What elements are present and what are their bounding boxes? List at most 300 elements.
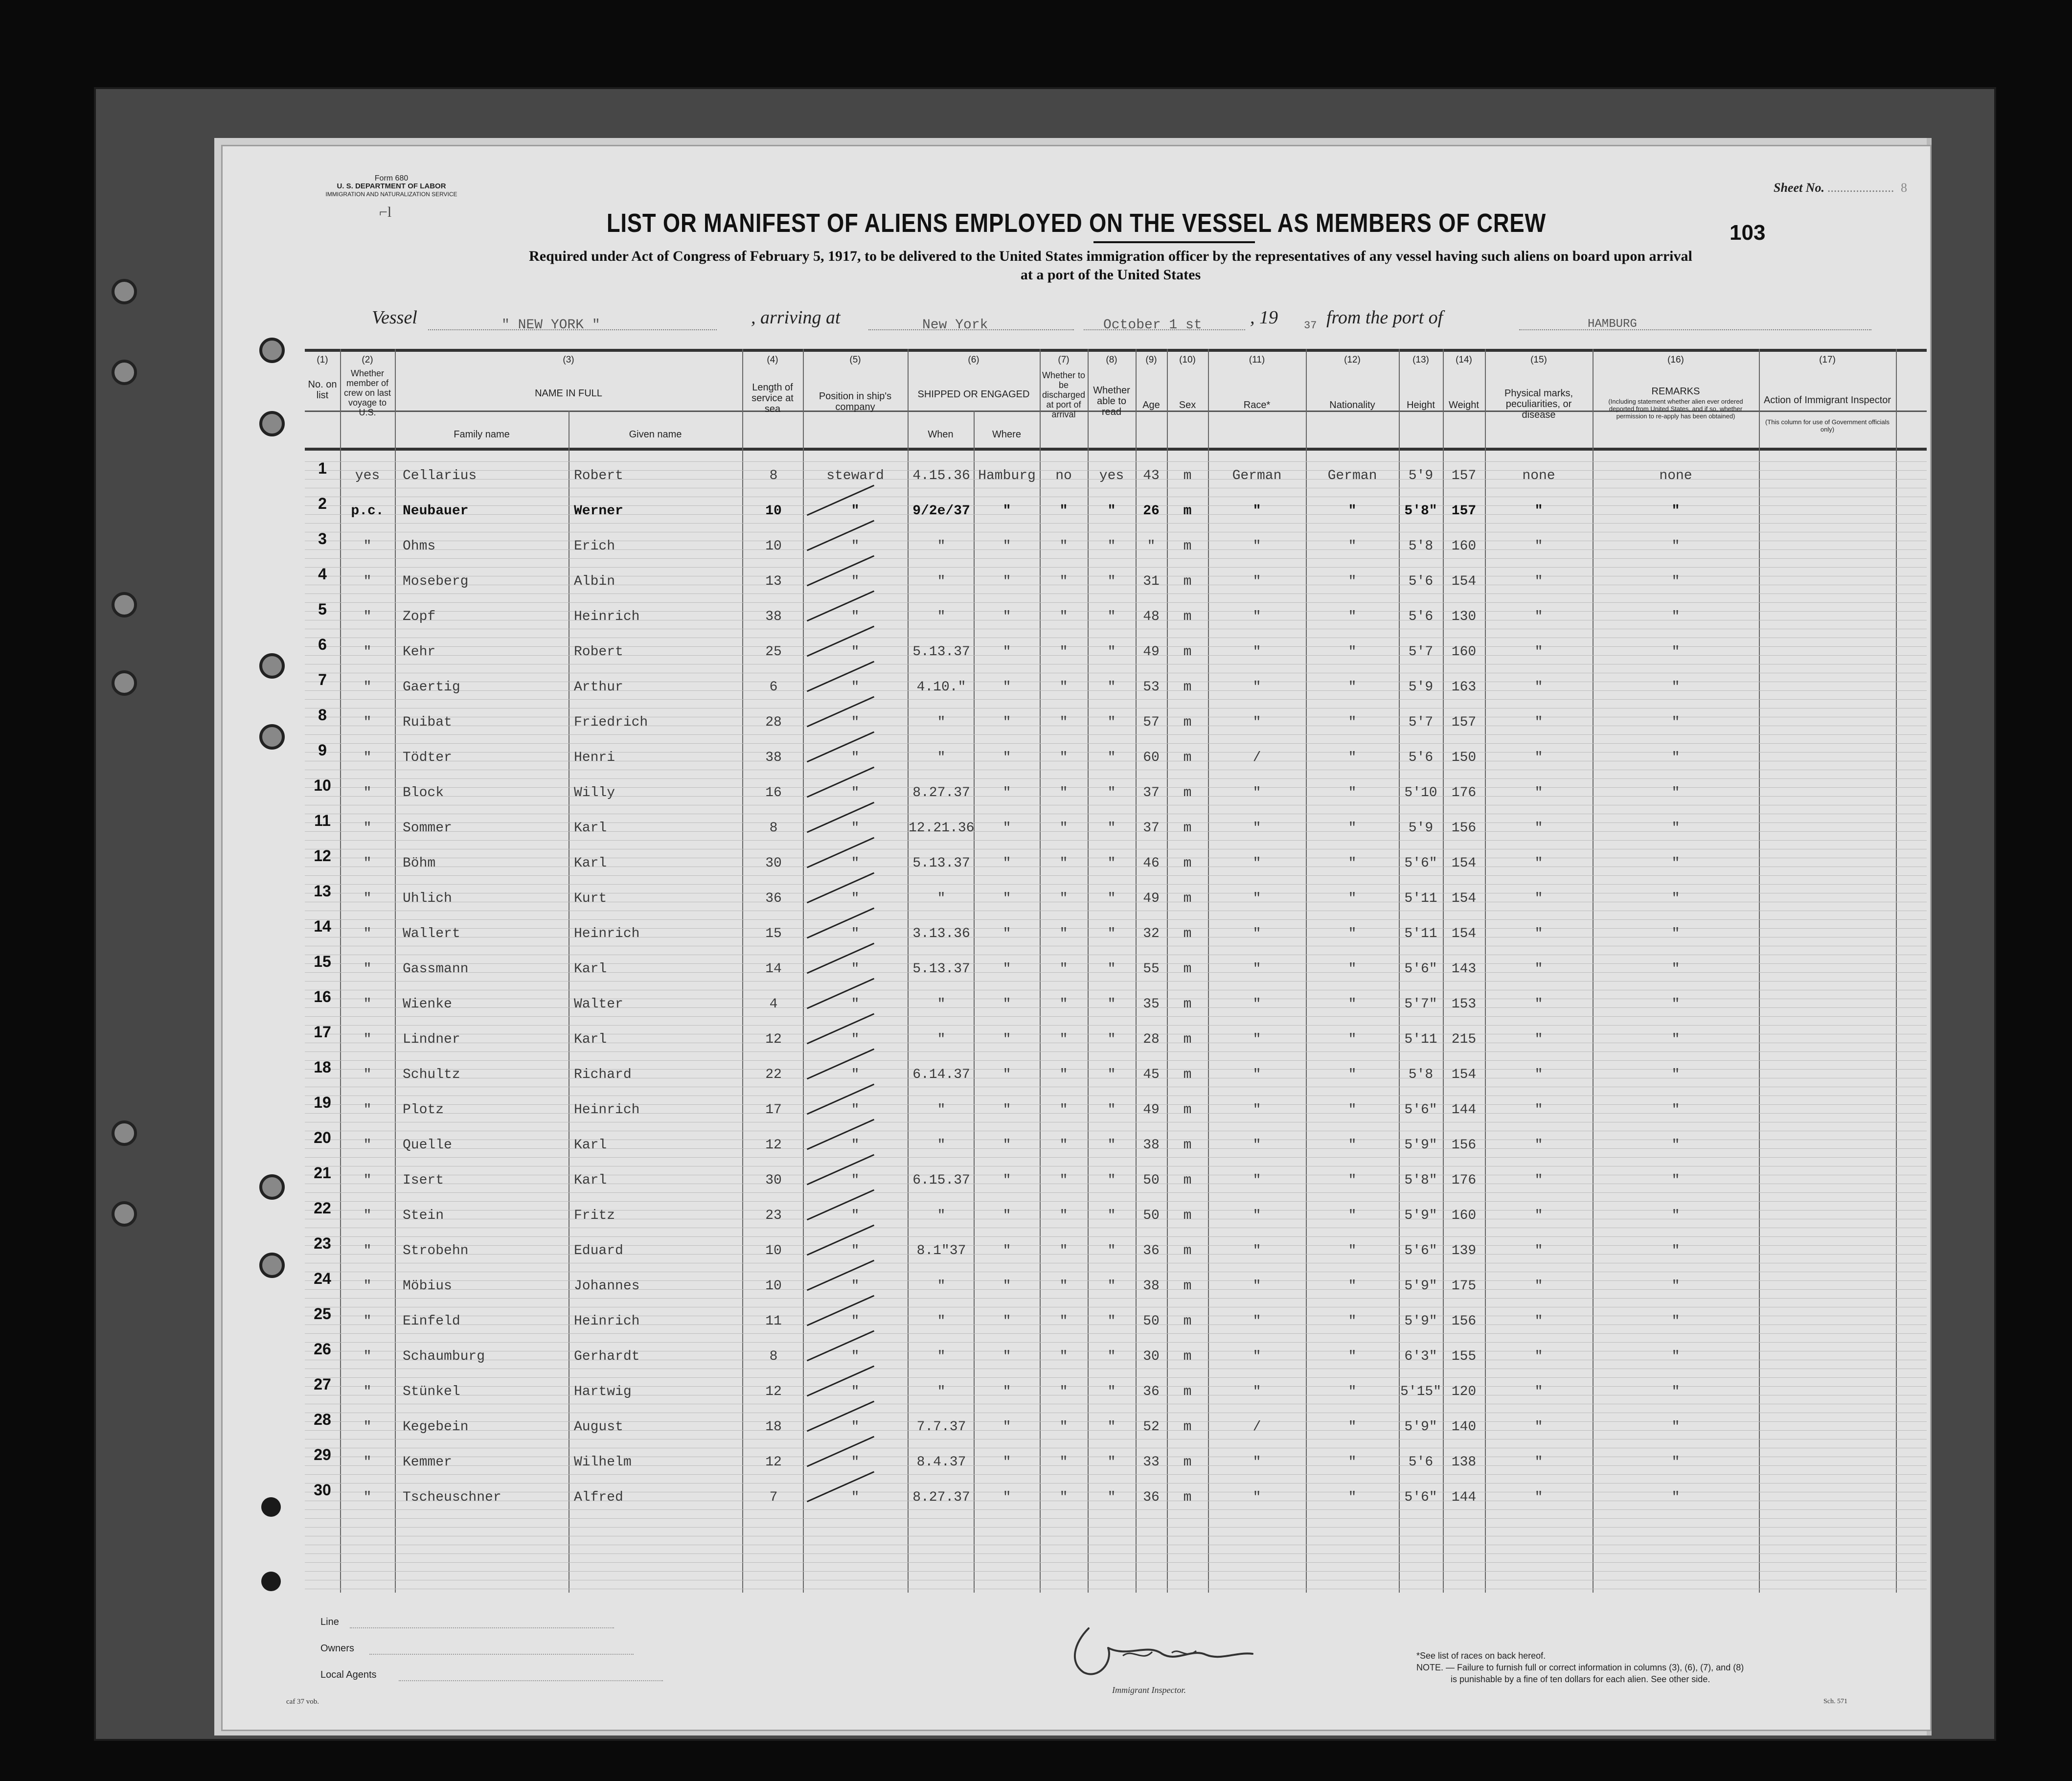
cell-position: steward bbox=[826, 468, 884, 483]
cell-service: 12 bbox=[765, 1455, 782, 1470]
cell-nationality: " bbox=[1348, 821, 1357, 836]
cell-sex: m bbox=[1183, 1490, 1192, 1505]
cell-age: 28 bbox=[1143, 1032, 1160, 1047]
table-row bbox=[305, 492, 1927, 527]
cell-where: " bbox=[1002, 1067, 1011, 1082]
cell-service: 14 bbox=[765, 961, 782, 977]
col-marks-label: Physical marks, peculiarities, or disease bbox=[1504, 388, 1573, 420]
cell-height: 5'9" bbox=[1404, 1419, 1437, 1435]
table-row bbox=[305, 1161, 1927, 1196]
cell-given: Arthur bbox=[574, 680, 623, 695]
cell-weight: 160 bbox=[1451, 539, 1477, 554]
cell-crew: " bbox=[363, 609, 372, 624]
cell-discharged: " bbox=[1059, 1102, 1068, 1118]
cell-height: 5'9" bbox=[1404, 1208, 1437, 1223]
cell-crew: " bbox=[363, 574, 372, 589]
cell-where: " bbox=[1002, 1032, 1011, 1047]
cell-read: " bbox=[1107, 750, 1116, 765]
cell-weight: 156 bbox=[1451, 821, 1477, 836]
table-row bbox=[305, 879, 1927, 914]
col-9-num: (9) bbox=[1145, 355, 1157, 365]
col-read-label: Whether able to read bbox=[1093, 385, 1130, 417]
col-6-num: (6) bbox=[968, 355, 979, 365]
arriving-label: , arriving at bbox=[751, 307, 841, 328]
cell-when: 8.27.37 bbox=[912, 785, 970, 800]
cell-age: 32 bbox=[1143, 926, 1160, 941]
line-number: 1 bbox=[318, 459, 327, 477]
table-row bbox=[305, 1020, 1927, 1055]
cell-height: 5'6 bbox=[1408, 750, 1434, 765]
line-number: 26 bbox=[314, 1340, 331, 1358]
cell-marks: " bbox=[1534, 680, 1543, 695]
cell-position: " bbox=[851, 821, 860, 836]
col-remarks-label: REMARKS bbox=[1651, 386, 1700, 397]
arrival-year: 37 bbox=[1304, 320, 1317, 332]
cell-when: " bbox=[937, 715, 946, 730]
cell-service: 38 bbox=[765, 750, 782, 765]
cell-when: " bbox=[937, 891, 946, 906]
cell-weight: 154 bbox=[1451, 574, 1477, 589]
cell-marks: " bbox=[1534, 574, 1543, 589]
cell-position: " bbox=[851, 574, 860, 589]
cell-marks: " bbox=[1534, 644, 1543, 660]
cell-remarks: " bbox=[1671, 1208, 1680, 1223]
cell-given: Alfred bbox=[574, 1490, 623, 1505]
cell-nationality: " bbox=[1348, 1208, 1357, 1223]
cell-race: " bbox=[1252, 1067, 1261, 1082]
cell-service: 8 bbox=[769, 1349, 778, 1364]
col-service-label: Length of service at sea bbox=[751, 382, 794, 414]
cell-remarks: " bbox=[1671, 539, 1680, 554]
cell-when: " bbox=[937, 1208, 946, 1223]
binder-hole bbox=[259, 1253, 285, 1278]
cell-weight: 157 bbox=[1451, 468, 1477, 483]
cell-nationality: " bbox=[1348, 574, 1357, 589]
cell-age: 30 bbox=[1143, 1349, 1160, 1364]
cell-marks: " bbox=[1534, 1490, 1543, 1505]
cell-crew: " bbox=[363, 891, 372, 906]
cell-remarks: " bbox=[1671, 926, 1680, 941]
cell-height: 5'6" bbox=[1404, 961, 1437, 977]
cell-sex: m bbox=[1183, 503, 1192, 519]
cell-read: " bbox=[1107, 1243, 1116, 1258]
cell-marks: " bbox=[1534, 1455, 1543, 1470]
page-number: 103 bbox=[1730, 221, 1766, 245]
cell-race: " bbox=[1252, 856, 1261, 871]
cell-when: " bbox=[937, 750, 946, 765]
cell-remarks: none bbox=[1659, 468, 1692, 483]
cell-service: 12 bbox=[765, 1384, 782, 1399]
col-7-num: (7) bbox=[1058, 355, 1070, 365]
cell-nationality: " bbox=[1348, 1314, 1357, 1329]
cell-nationality: " bbox=[1348, 785, 1357, 800]
cell-when: 4.10." bbox=[916, 680, 966, 695]
cell-where: " bbox=[1002, 785, 1011, 800]
cell-where: " bbox=[1002, 1384, 1011, 1399]
voyage-details bbox=[223, 304, 1930, 338]
cell-crew: " bbox=[363, 1032, 372, 1047]
cell-family: Wienke bbox=[403, 997, 452, 1012]
cell-discharged: " bbox=[1059, 1279, 1068, 1294]
cell-discharged: " bbox=[1059, 715, 1068, 730]
crew-manifest-table bbox=[305, 349, 1927, 1593]
cell-given: Eduard bbox=[574, 1243, 623, 1258]
cell-discharged: " bbox=[1059, 680, 1068, 695]
cell-given: Albin bbox=[574, 574, 615, 589]
line-number: 11 bbox=[314, 812, 331, 829]
cell-crew: " bbox=[363, 1490, 372, 1505]
cell-remarks: " bbox=[1671, 891, 1680, 906]
cell-service: 10 bbox=[765, 539, 782, 554]
cell-race: " bbox=[1252, 785, 1261, 800]
cell-given: Robert bbox=[574, 644, 623, 660]
cell-weight: 140 bbox=[1451, 1419, 1477, 1435]
cell-weight: 144 bbox=[1451, 1102, 1477, 1118]
cell-weight: 120 bbox=[1451, 1384, 1477, 1399]
cell-family: Tödter bbox=[403, 750, 452, 765]
cell-weight: 156 bbox=[1451, 1138, 1477, 1153]
cell-race: " bbox=[1252, 574, 1261, 589]
sheet-number-value: 8 bbox=[1901, 181, 1907, 195]
cell-crew: " bbox=[363, 1243, 372, 1258]
cell-when: " bbox=[937, 1314, 946, 1329]
cell-family: Neubauer bbox=[403, 503, 469, 519]
col-8-num: (8) bbox=[1106, 355, 1117, 365]
cell-marks: " bbox=[1534, 997, 1543, 1012]
cell-marks: " bbox=[1534, 1419, 1543, 1435]
cell-nationality: " bbox=[1348, 1349, 1357, 1364]
cell-read: " bbox=[1107, 1173, 1116, 1188]
cell-race: " bbox=[1252, 1102, 1261, 1118]
cell-nationality: " bbox=[1348, 1279, 1357, 1294]
cell-where: " bbox=[1002, 1455, 1011, 1470]
line-number: 17 bbox=[314, 1023, 331, 1041]
col-sex-label: Sex bbox=[1179, 400, 1196, 411]
cell-crew: " bbox=[363, 856, 372, 871]
cell-crew: " bbox=[363, 1384, 372, 1399]
cell-when: 8.27.37 bbox=[912, 1490, 970, 1505]
cell-marks: " bbox=[1534, 1384, 1543, 1399]
cell-race: " bbox=[1252, 1138, 1261, 1153]
cell-nationality: " bbox=[1348, 1032, 1357, 1047]
cell-given: Friedrich bbox=[574, 715, 648, 730]
table-row bbox=[305, 457, 1927, 492]
cell-position: " bbox=[851, 785, 860, 800]
cell-service: 28 bbox=[765, 715, 782, 730]
header-bottom-rule bbox=[305, 448, 1927, 451]
cell-marks: " bbox=[1534, 1102, 1543, 1118]
cell-marks: " bbox=[1534, 1243, 1543, 1258]
cell-when: 3.13.36 bbox=[912, 926, 970, 941]
binder-hole bbox=[112, 1120, 137, 1146]
cell-given: Werner bbox=[574, 503, 623, 519]
cell-when: 5.13.37 bbox=[912, 644, 970, 660]
binder-hole bbox=[112, 279, 137, 304]
footer-notes bbox=[1416, 1650, 1867, 1685]
cell-crew: " bbox=[363, 821, 372, 836]
cell-height: 5'8" bbox=[1404, 1173, 1437, 1188]
cell-height: 5'6 bbox=[1408, 574, 1434, 589]
cell-service: 8 bbox=[769, 821, 778, 836]
cell-family: Sommer bbox=[403, 821, 452, 836]
cell-when: 12.21.36 bbox=[909, 821, 975, 836]
cell-family: Stein bbox=[403, 1208, 444, 1223]
col-remarks-note: (Including statement whether alien ever ordered deported from United States, and if so, whether permission to re-apply has been obtained) bbox=[1608, 398, 1743, 420]
cell-crew: " bbox=[363, 1102, 372, 1118]
cell-read: " bbox=[1107, 891, 1116, 906]
cell-weight: 163 bbox=[1451, 680, 1477, 695]
line-number: 6 bbox=[318, 636, 327, 653]
cell-nationality: " bbox=[1348, 609, 1357, 624]
cell-height: 5'6" bbox=[1404, 1490, 1437, 1505]
cell-age: 33 bbox=[1143, 1455, 1160, 1470]
cell-position: " bbox=[851, 1208, 860, 1223]
cell-nationality: " bbox=[1348, 891, 1357, 906]
cell-height: 5'15" bbox=[1400, 1384, 1441, 1399]
cell-family: Moseberg bbox=[403, 574, 469, 589]
cell-family: Gaertig bbox=[403, 680, 460, 695]
cell-discharged: " bbox=[1059, 1384, 1068, 1399]
cell-crew: " bbox=[363, 680, 372, 695]
cell-race: " bbox=[1252, 1455, 1261, 1470]
cell-family: Isert bbox=[403, 1173, 444, 1188]
cell-family: Lindner bbox=[403, 1032, 460, 1047]
cell-weight: 176 bbox=[1451, 785, 1477, 800]
cell-weight: 154 bbox=[1451, 891, 1477, 906]
line-number: 12 bbox=[314, 847, 331, 865]
cell-family: Tscheuschner bbox=[403, 1490, 501, 1505]
cell-weight: 154 bbox=[1451, 926, 1477, 941]
cell-given: Johannes bbox=[574, 1279, 640, 1294]
binder-hole bbox=[259, 1174, 285, 1200]
cell-age: 55 bbox=[1143, 961, 1160, 977]
cell-given: Fritz bbox=[574, 1208, 615, 1223]
cell-marks: " bbox=[1534, 926, 1543, 941]
cell-service: 36 bbox=[765, 891, 782, 906]
cell-where: " bbox=[1002, 1314, 1011, 1329]
table-row bbox=[305, 1126, 1927, 1161]
cell-age: 38 bbox=[1143, 1138, 1160, 1153]
cell-height: 5'9" bbox=[1404, 1314, 1437, 1329]
cell-read: " bbox=[1107, 1349, 1116, 1364]
cell-nationality: " bbox=[1348, 926, 1357, 941]
table-row bbox=[305, 562, 1927, 597]
cell-crew: " bbox=[363, 1067, 372, 1082]
cell-race: " bbox=[1252, 644, 1261, 660]
cell-position: " bbox=[851, 856, 860, 871]
row-ruling bbox=[305, 1518, 1927, 1519]
cell-sex: m bbox=[1183, 1279, 1192, 1294]
cell-weight: 154 bbox=[1451, 856, 1477, 871]
cell-nationality: " bbox=[1348, 997, 1357, 1012]
cell-remarks: " bbox=[1671, 503, 1680, 519]
cell-age: 49 bbox=[1143, 891, 1160, 906]
cell-where: " bbox=[1002, 1208, 1011, 1223]
cell-race: / bbox=[1252, 750, 1261, 765]
binder-hole bbox=[112, 670, 137, 696]
line-number: 21 bbox=[314, 1164, 331, 1182]
cell-read: " bbox=[1107, 644, 1116, 660]
cell-family: Stünkel bbox=[403, 1384, 460, 1399]
cell-sex: m bbox=[1183, 1419, 1192, 1435]
cell-position: " bbox=[851, 750, 860, 765]
cell-given: Karl bbox=[574, 1032, 607, 1047]
cell-service: 30 bbox=[765, 1173, 782, 1188]
cell-when: " bbox=[937, 1349, 946, 1364]
cell-race: " bbox=[1252, 821, 1261, 836]
table-row bbox=[305, 950, 1927, 985]
cell-race: " bbox=[1252, 961, 1261, 977]
cell-marks: " bbox=[1534, 539, 1543, 554]
cell-read: " bbox=[1107, 715, 1116, 730]
cell-read: " bbox=[1107, 680, 1116, 695]
cell-height: 5'9 bbox=[1408, 468, 1434, 483]
cell-weight: 157 bbox=[1451, 715, 1477, 730]
cell-read: " bbox=[1107, 785, 1116, 800]
cell-race: " bbox=[1252, 680, 1261, 695]
cell-nationality: " bbox=[1348, 1419, 1357, 1435]
line-number: 25 bbox=[314, 1305, 331, 1323]
line-number: 27 bbox=[314, 1375, 331, 1393]
cell-marks: none bbox=[1522, 468, 1555, 483]
cell-where: Hamburg bbox=[978, 468, 1036, 483]
table-row bbox=[305, 1055, 1927, 1091]
cell-when: " bbox=[937, 609, 946, 624]
col-17-num: (17) bbox=[1819, 355, 1836, 365]
cell-when: 7.7.37 bbox=[916, 1419, 966, 1435]
cell-weight: 154 bbox=[1451, 1067, 1477, 1082]
line-number: 15 bbox=[314, 953, 331, 970]
cell-height: 5'9" bbox=[1404, 1138, 1437, 1153]
cell-remarks: " bbox=[1671, 1138, 1680, 1153]
cell-height: 5'6" bbox=[1404, 1243, 1437, 1258]
cell-race: " bbox=[1252, 1314, 1261, 1329]
cell-read: " bbox=[1107, 1279, 1116, 1294]
table-row bbox=[305, 1337, 1927, 1372]
cell-height: 5'6" bbox=[1404, 1102, 1437, 1118]
table-row bbox=[305, 844, 1927, 879]
cell-nationality: " bbox=[1348, 1102, 1357, 1118]
cell-when: 8.1"37 bbox=[916, 1243, 966, 1258]
cell-race: " bbox=[1252, 1173, 1261, 1188]
cell-read: " bbox=[1107, 1102, 1116, 1118]
cell-given: Heinrich bbox=[574, 609, 640, 624]
cell-age: 49 bbox=[1143, 1102, 1160, 1118]
legal-requirement-line1: Required under Act of Congress of February 5, 1917, to be delivered to the United States immigration officer by the representatives of any vessel having such aliens on board upon arrival bbox=[529, 248, 1692, 264]
cell-remarks: " bbox=[1671, 644, 1680, 660]
cell-crew: " bbox=[363, 785, 372, 800]
line-number: 18 bbox=[314, 1058, 331, 1076]
schedule-number: Sch. 571 bbox=[1823, 1698, 1847, 1705]
cell-race: " bbox=[1252, 926, 1261, 941]
cell-sex: m bbox=[1183, 609, 1192, 624]
cell-position: " bbox=[851, 1138, 860, 1153]
cell-read: " bbox=[1107, 1138, 1116, 1153]
cell-read: " bbox=[1107, 997, 1116, 1012]
cell-service: 12 bbox=[765, 1032, 782, 1047]
cell-position: " bbox=[851, 1032, 860, 1047]
sheet-number bbox=[1774, 181, 1907, 195]
cell-position: " bbox=[851, 1067, 860, 1082]
col-1-num: (1) bbox=[317, 355, 328, 365]
cell-sex: m bbox=[1183, 821, 1192, 836]
table-row bbox=[305, 1408, 1927, 1443]
cell-when: 4.15.36 bbox=[912, 468, 970, 483]
cell-discharged: " bbox=[1059, 1490, 1068, 1505]
departure-port: HAMBURG bbox=[1588, 318, 1637, 331]
cell-remarks: " bbox=[1671, 715, 1680, 730]
cell-race: " bbox=[1252, 891, 1261, 906]
cell-race: " bbox=[1252, 609, 1261, 624]
cell-sex: m bbox=[1183, 1349, 1192, 1364]
cell-weight: 160 bbox=[1451, 1208, 1477, 1223]
cell-crew: " bbox=[363, 1173, 372, 1188]
cell-weight: 157 bbox=[1451, 503, 1477, 519]
cell-where: " bbox=[1002, 644, 1011, 660]
col-11-num: (11) bbox=[1249, 355, 1265, 365]
cell-position: " bbox=[851, 644, 860, 660]
cell-weight: 138 bbox=[1451, 1455, 1477, 1470]
cell-race: " bbox=[1252, 1243, 1261, 1258]
cell-where: " bbox=[1002, 750, 1011, 765]
cell-nationality: " bbox=[1348, 1490, 1357, 1505]
cell-marks: " bbox=[1534, 856, 1543, 871]
cell-marks: " bbox=[1534, 1173, 1543, 1188]
cell-family: Plotz bbox=[403, 1102, 444, 1118]
vessel-name: " NEW YORK " bbox=[501, 318, 600, 333]
cell-remarks: " bbox=[1671, 1419, 1680, 1435]
cell-crew: " bbox=[363, 926, 372, 941]
line-number: 2 bbox=[318, 495, 327, 512]
line-number: 3 bbox=[318, 530, 327, 548]
cell-height: 5'8" bbox=[1404, 503, 1437, 519]
cell-height: 5'7 bbox=[1408, 715, 1434, 730]
cell-crew: " bbox=[363, 1279, 372, 1294]
cell-given: Heinrich bbox=[574, 1314, 640, 1329]
line-number: 22 bbox=[314, 1199, 331, 1217]
cell-when: 5.13.37 bbox=[912, 856, 970, 871]
cell-discharged: " bbox=[1059, 1455, 1068, 1470]
cell-age: 36 bbox=[1143, 1384, 1160, 1399]
cell-height: 5'9 bbox=[1408, 821, 1434, 836]
cell-height: 6'3" bbox=[1404, 1349, 1437, 1364]
binder-hole bbox=[261, 1497, 281, 1517]
cell-family: Ruibat bbox=[403, 715, 452, 730]
cell-read: " bbox=[1107, 856, 1116, 871]
cell-crew: p.c. bbox=[351, 503, 384, 519]
row-ruling bbox=[305, 1527, 1927, 1528]
cell-race: " bbox=[1252, 1208, 1261, 1223]
cell-given: Kurt bbox=[574, 891, 607, 906]
arrival-date: October 1 st bbox=[1103, 318, 1202, 333]
table-row bbox=[305, 1478, 1927, 1513]
cell-discharged: " bbox=[1059, 1419, 1068, 1435]
cell-position: " bbox=[851, 1314, 860, 1329]
table-row bbox=[305, 633, 1927, 668]
cell-age: 31 bbox=[1143, 574, 1160, 589]
cell-sex: m bbox=[1183, 644, 1192, 660]
cell-marks: " bbox=[1534, 1208, 1543, 1223]
cell-age: 49 bbox=[1143, 644, 1160, 660]
cell-age: " bbox=[1147, 539, 1156, 554]
line-number: 4 bbox=[318, 565, 327, 583]
cell-given: Walter bbox=[574, 997, 623, 1012]
binder-hole bbox=[112, 592, 137, 617]
table-row bbox=[305, 1443, 1927, 1478]
cell-family: Möbius bbox=[403, 1279, 452, 1294]
binder-hole bbox=[259, 338, 285, 363]
cell-marks: " bbox=[1534, 715, 1543, 730]
